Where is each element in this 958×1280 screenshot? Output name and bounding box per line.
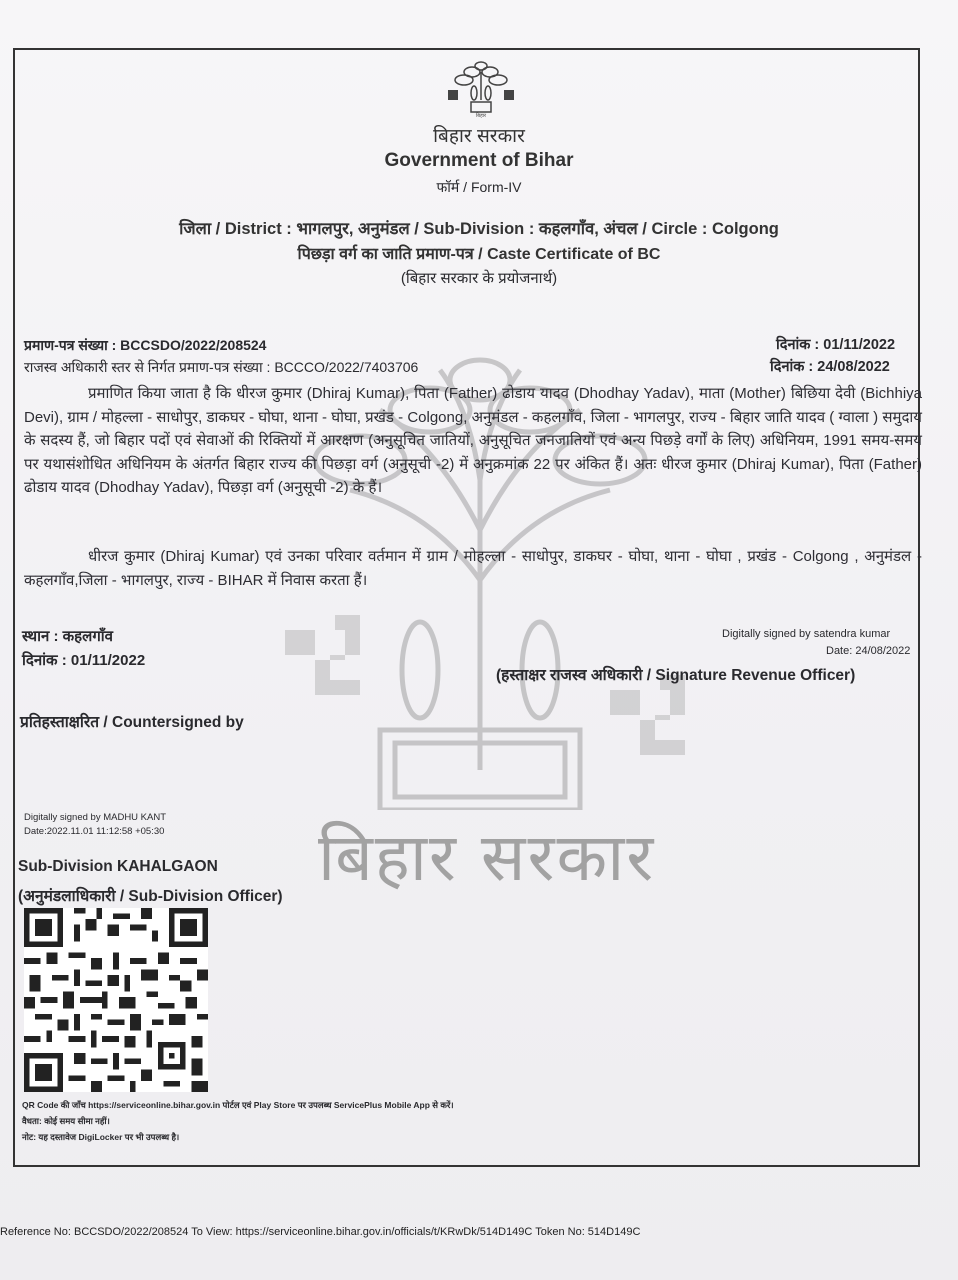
officer-designation: (अनुमंडलाधिकारी / Sub-Division Officer) — [18, 888, 283, 905]
countersigned-label: प्रतिहस्ताक्षरित / Countersigned by — [20, 714, 244, 731]
digital-signature-officer-date: Date:2022.11.01 11:12:58 +05:30 — [24, 826, 165, 837]
signatory-revenue-officer: (हस्ताक्षर राजस्व अधिकारी / Signature Revenue Officer) — [496, 667, 856, 684]
digital-signature-officer: Digitally signed by MADHU KANT — [24, 812, 167, 823]
issue-date: दिनांक : 01/11/2022 — [22, 652, 146, 669]
org-english: Government of Bihar — [384, 150, 574, 171]
certificate-body-paragraph-1: प्रमाणित किया जाता है कि धीरज कुमार (Dhiraj Kumar), पिता (Father) ढोडाय यादव (Dhodhay Yadav), माता (Mother) बिछिया देवी (Bichhiya Devi), ग्राम / मोहल्ला - साधोपुर, डाकघर - घोघा, थाना - घोघा, प्रखंड - Colgong, अनुमंडल - कहलगाँव, जिला - भागलपुर, राज्य - बिहार जाति यादव ( ग्वाला ) समुदाय के सदस्य हैं, जो बिहार पदों एवं सेवाओं की रिक्तियों में आरक्षण (अनुसूचित जातियों, अनुसूचित जनजातियों एवं अन्य पिछड़े वर्गों के लिए) अधिनियम, 1991 समय-समय पर यथासंशोधित अधिनियम के अंतर्गत बिहार राज्य की पिछड़ा वर्ग (अनुसूची -2) में अनुक्रमांक 22 पर अंकित हैं। अतः धीरज कुमार (Dhiraj Kumar), पिता (Father) ढोडाय यादव (Dhodhay Yadav), पिछड़ा वर्ग (अनुसूची -2) के हैं। — [24, 385, 922, 496]
bihar-emblem-icon — [444, 60, 518, 118]
certificate-number: प्रमाण-पत्र संख्या : BCCSDO/2022/208524 — [24, 337, 267, 353]
digital-signature-revenue-date: Date: 24/08/2022 — [826, 645, 911, 657]
validity-note: वैधता: कोई समय सीमा नहीं। — [22, 1116, 110, 1126]
certificate-title: पिछड़ा वर्ग का जाति प्रमाण-पत्र / Caste Certificate of BC — [297, 246, 661, 263]
reference-line: Reference No: BCCSDO/2022/208524 To View: https://serviceonline.bihar.gov.in/officials/t/KRwDk/514D149C Token No: 514D149C — [0, 1226, 641, 1238]
certificate-date: दिनांक : 01/11/2022 — [776, 337, 896, 353]
revenue-date: दिनांक : 24/08/2022 — [770, 359, 890, 375]
org-hindi: बिहार सरकार — [433, 126, 525, 147]
watermark-text: बिहार सरकार — [318, 819, 656, 896]
certificate-purpose: (बिहार सरकार के प्रयोजनार्थ) — [400, 270, 558, 287]
certificate-body-paragraph-2: धीरज कुमार (Dhiraj Kumar) एवं उनका परिवार वर्तमान में ग्राम / मोहल्ला - साधोपुर, डाकघर - घोघा, थाना - घोघा , प्रखंड - Colgong , अनुमंडल - कहलगाँव,जिला - भागलपुर, राज्य - BIHAR में निवास करता हैं। — [24, 548, 922, 589]
location-line: जिला / District : भागलपुर, अनुमंडल / Sub-Division : कहलगाँव, अंचल / Circle : Colgong — [179, 220, 779, 238]
digilocker-note: नोट: यह दस्तावेज DigiLocker पर भी उपलब्ध है। — [22, 1132, 180, 1142]
revenue-certificate-number: राजस्व अधिकारी स्तर से निर्गत प्रमाण-पत्र संख्या : BCCCO/2022/7403706 — [24, 359, 419, 375]
sub-division-name: Sub-Division KAHALGAON — [18, 858, 218, 875]
emblem-label: बिहार — [475, 113, 487, 118]
qr-verification-note: QR Code की जाँच https://serviceonline.bihar.gov.in पोर्टल एवं Play Store पर उपलब्ध ServicePlus Mobile App से करें। — [22, 1100, 454, 1110]
form-number: फॉर्म / Form-IV — [436, 179, 522, 195]
digital-signature-revenue: Digitally signed by satendra kumar — [722, 628, 891, 640]
place: स्थान : कहलगाँव — [22, 628, 113, 645]
qr-code — [24, 908, 208, 1092]
